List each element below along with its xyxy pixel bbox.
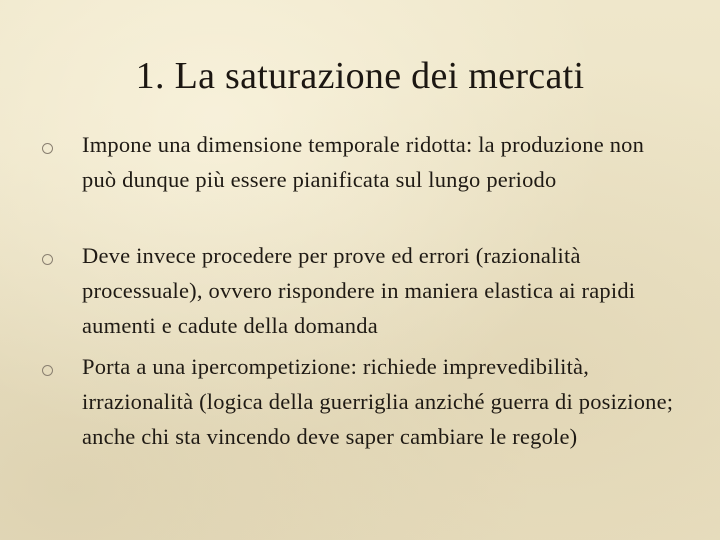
- slide-title: 1. La saturazione dei mercati: [135, 55, 585, 97]
- bullet-text: Porta a una ipercompetizione: richiede imprevedibilità, irrazionalità (logica della guerriglia anziché guerra di posizione; anche chi sta vincendo deve saper cambiare le regole): [82, 354, 674, 449]
- bullet-circle-icon: [42, 365, 53, 376]
- bullet-circle-icon: [42, 254, 53, 265]
- bullet-circle-icon: [42, 143, 53, 154]
- bullet-text: Deve invece procedere per prove ed errori (razionalità processuale), ovvero rispondere in maniera elastica ai rapidi aumenti e cadute della domanda: [82, 243, 636, 338]
- bullet-text: Impone una dimensione temporale ridotta: la produzione non può dunque più essere pianificata sul lungo periodo: [82, 132, 645, 192]
